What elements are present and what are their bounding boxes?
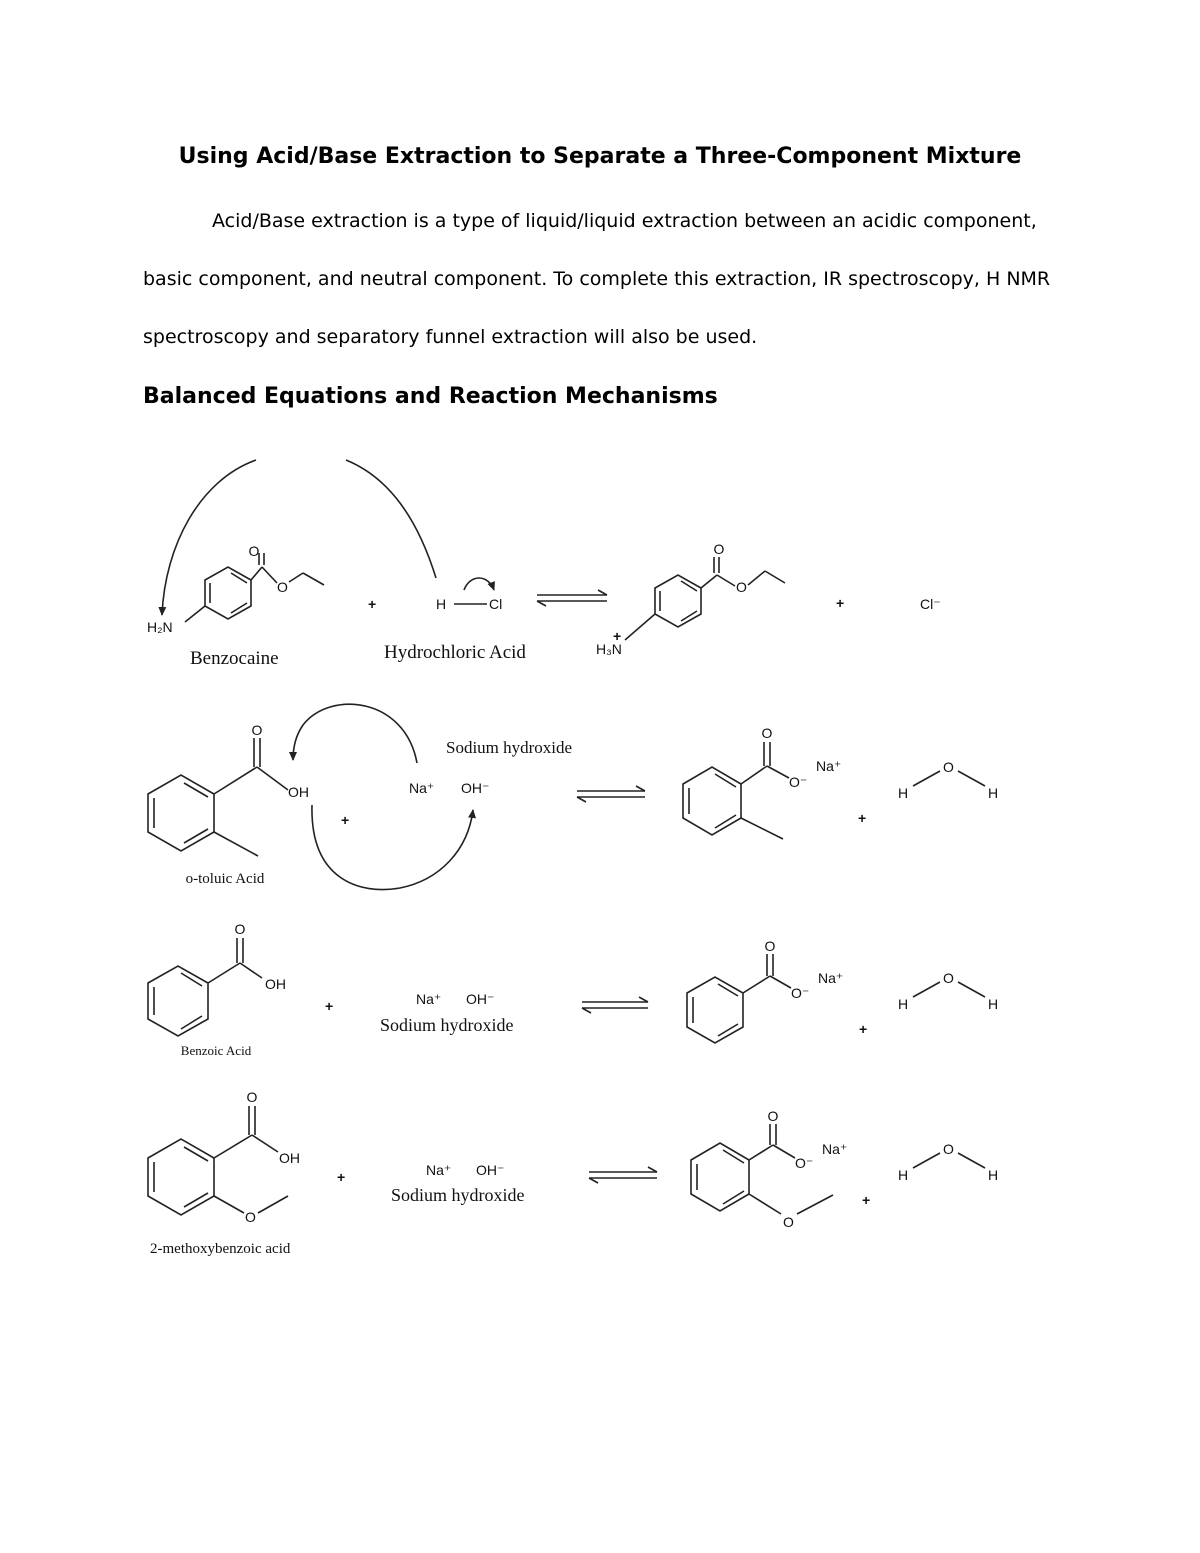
r2-carbonyl-o: O (251, 722, 263, 738)
r1-h: H (436, 596, 447, 612)
reaction-3-labels (181, 921, 998, 1058)
paragraph-line-3: spectroscopy and separatory funnel extraction will also be used. (143, 326, 758, 348)
r4-product-na: Na⁺ (822, 1141, 848, 1157)
paragraph-line-2: basic component, and neutral component. To complete this extraction, IR spectroscopy, H NMR (143, 268, 1051, 290)
mechanism-arrow-2b (312, 805, 473, 890)
r1-cl: Cl (489, 596, 503, 612)
bond-amine (185, 606, 205, 622)
r4-o-minus: O⁻ (795, 1155, 814, 1171)
r1-product-carbonyl-o: O (713, 541, 725, 557)
mechanism-arrow-hcl (464, 578, 494, 590)
r2-oh: OH (288, 784, 309, 800)
paragraph-line-1: Acid/Base extraction is a type of liquid/liquid extraction between an acidic component, (212, 210, 1037, 232)
product-ring-1 (655, 575, 701, 627)
section-heading: Balanced Equations and Reaction Mechanisms (143, 384, 718, 409)
r1-carbonyl-o: O (248, 543, 260, 559)
r1-plus-1: + (368, 596, 377, 612)
r2-na: Na⁺ (409, 780, 435, 796)
r4-carbonyl-o: O (246, 1089, 258, 1105)
r1-reagent-name: Hydrochloric Acid (384, 642, 526, 663)
r2-water-o: O (943, 759, 954, 775)
r3-water-h2: H (988, 996, 999, 1012)
r4-water-o: O (943, 1141, 954, 1157)
r4-water-h2: H (988, 1167, 999, 1183)
r4-product-methoxy-o: O (783, 1214, 794, 1230)
r1-amine-label: H₂N (147, 619, 173, 635)
r4-oh: OH (279, 1150, 300, 1166)
r3-product-na: Na⁺ (818, 970, 844, 986)
reaction-4 (148, 1106, 985, 1215)
r4-plus-1: + (337, 1169, 346, 1185)
benzoic-ring (148, 966, 208, 1036)
r3-reagent-name: Sodium hydroxide (380, 1015, 514, 1035)
reaction-2-labels (186, 722, 999, 887)
r2-product-na: Na⁺ (816, 758, 842, 774)
r2-hydroxide: OH⁻ (461, 780, 490, 796)
r4-water-h1: H (898, 1167, 909, 1183)
r3-oh: OH (265, 976, 286, 992)
mechanism-arrow-2a (293, 704, 417, 763)
methoxy-ring (148, 1139, 214, 1215)
r3-o-minus: O⁻ (791, 985, 810, 1001)
r2-reactant-name: o-toluic Acid (185, 871, 265, 887)
r4-plus-2: + (862, 1192, 871, 1208)
r1-product-amine: H₃N (596, 641, 622, 657)
r3-hydroxide: OH⁻ (466, 991, 495, 1007)
otoluic-ring (148, 775, 214, 851)
product-ring-2 (683, 767, 741, 835)
r2-o-minus: O⁻ (789, 774, 808, 790)
r1-product-charge: + (613, 628, 622, 644)
r3-plus-1: + (325, 998, 334, 1014)
r3-na: Na⁺ (416, 991, 442, 1007)
r3-water-h1: H (898, 996, 909, 1012)
r1-ester-o: O (277, 579, 288, 595)
r4-product-carbonyl-o: O (767, 1108, 779, 1124)
r1-reactant-name: Benzocaine (190, 648, 279, 669)
r4-hydroxide: OH⁻ (476, 1162, 505, 1178)
reaction-4-labels (150, 1089, 998, 1257)
mechanism-arrow-1 (162, 460, 436, 615)
r2-product-carbonyl-o: O (761, 725, 773, 741)
document-title: Using Acid/Base Extraction to Separate a Three-Component Mixture (178, 144, 1022, 169)
benzocaine-ring (205, 567, 251, 619)
reaction-2 (148, 704, 985, 889)
product-ring-3 (687, 977, 743, 1043)
r4-reagent-name: Sodium hydroxide (391, 1185, 525, 1205)
r2-plus-1: + (341, 812, 350, 828)
r1-product-ester-o: O (736, 579, 747, 595)
r3-reactant-name: Benzoic Acid (180, 1043, 252, 1058)
product-ring-4 (691, 1143, 749, 1211)
r4-na: Na⁺ (426, 1162, 452, 1178)
r3-product-carbonyl-o: O (764, 938, 776, 954)
r2-water-h1: H (898, 785, 909, 801)
r1-plus-2: + (836, 595, 845, 611)
r2-reagent-name: Sodium hydroxide (446, 738, 573, 757)
bond-ester-c (251, 567, 262, 580)
r1-chloride: Cl⁻ (920, 596, 941, 612)
r3-carbonyl-o: O (234, 921, 246, 937)
r4-reactant-name: 2-methoxybenzoic acid (150, 1241, 291, 1257)
r4-methoxy-o: O (245, 1209, 256, 1225)
r2-water-h2: H (988, 785, 999, 801)
r2-plus-2: + (858, 810, 867, 826)
r3-water-o: O (943, 970, 954, 986)
r3-plus-2: + (859, 1021, 868, 1037)
